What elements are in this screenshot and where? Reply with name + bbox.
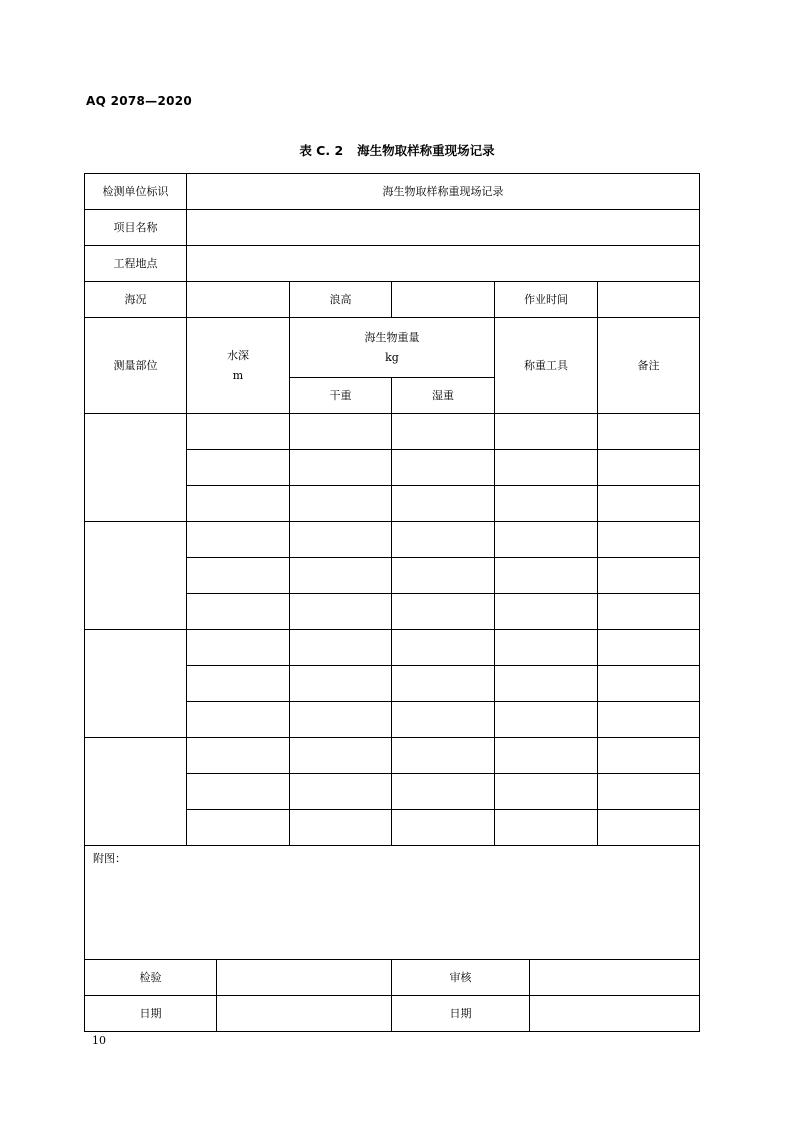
table-title-text: 海生物取样称重现场记录: [357, 143, 495, 158]
tool-cell: [495, 450, 598, 486]
depth-header: [187, 318, 290, 414]
wet-weight-cell: [392, 630, 495, 666]
location-label: 测量部位: [85, 318, 187, 414]
dry-weight-label: 干重: [290, 378, 392, 414]
table-header-row: [85, 318, 700, 378]
dry-weight-cell: [290, 810, 392, 846]
tool-cell: [495, 522, 598, 558]
remark-cell: [598, 594, 700, 630]
depth-cell: [187, 450, 290, 486]
dry-weight-cell: [290, 414, 392, 450]
time-label: 作业时间: [495, 282, 598, 318]
tool-cell: [495, 414, 598, 450]
depth-cell: [187, 738, 290, 774]
signature-row: [85, 960, 700, 996]
tool-cell: [495, 558, 598, 594]
weight-header: [290, 318, 495, 378]
wet-weight-cell: [392, 702, 495, 738]
dry-weight-cell: [290, 774, 392, 810]
review-date-cell: [530, 996, 700, 1032]
dry-weight-cell: [290, 522, 392, 558]
wet-weight-cell: [392, 558, 495, 594]
depth-unit: m: [232, 368, 244, 382]
wet-weight-cell: [392, 666, 495, 702]
attachment-row: [85, 846, 700, 960]
remark-cell: [598, 630, 700, 666]
table-row: [85, 630, 700, 666]
remark-cell: [598, 666, 700, 702]
unit-label: 检测单位标识: [85, 174, 187, 210]
remark-cell: [598, 486, 700, 522]
table-row: [85, 174, 700, 210]
wet-weight-cell: [392, 774, 495, 810]
site-label: 工程地点: [85, 246, 187, 282]
review-date-label: 日期: [392, 996, 530, 1032]
dry-weight-cell: [290, 594, 392, 630]
remark-cell: [598, 810, 700, 846]
remark-cell: [598, 702, 700, 738]
project-label: 项目名称: [85, 210, 187, 246]
sea-state-label: 海况: [85, 282, 187, 318]
table-row: [85, 414, 700, 450]
tool-cell: [495, 666, 598, 702]
location-cell: [85, 522, 187, 630]
table-row: [85, 210, 700, 246]
wet-weight-cell: [392, 414, 495, 450]
dry-weight-cell: [290, 558, 392, 594]
wave-label: 浪高: [290, 282, 392, 318]
depth-cell: [187, 810, 290, 846]
remark-cell: [598, 450, 700, 486]
wet-weight-label: 湿重: [392, 378, 495, 414]
wet-weight-cell: [392, 450, 495, 486]
project-value-cell: [187, 210, 700, 246]
standard-code: AQ 2078—2020: [86, 94, 193, 108]
depth-cell: [187, 558, 290, 594]
dry-weight-cell: [290, 702, 392, 738]
depth-cell: [187, 594, 290, 630]
remark-label: 备注: [598, 318, 700, 414]
table-row: [85, 282, 700, 318]
table-row: [85, 522, 700, 558]
table-row: [85, 246, 700, 282]
remark-cell: [598, 738, 700, 774]
page-number: 10: [92, 1034, 106, 1047]
depth-cell: [187, 666, 290, 702]
tool-label: 称重工具: [495, 318, 598, 414]
table-row: [85, 738, 700, 774]
signature-row: [85, 996, 700, 1032]
depth-cell: [187, 774, 290, 810]
remark-cell: [598, 558, 700, 594]
remark-cell: [598, 414, 700, 450]
remark-cell: [598, 522, 700, 558]
attachment-label: 附图：: [85, 846, 700, 960]
dry-weight-cell: [290, 450, 392, 486]
wet-weight-cell: [392, 486, 495, 522]
dry-weight-cell: [290, 738, 392, 774]
location-cell: [85, 738, 187, 846]
dry-weight-cell: [290, 630, 392, 666]
site-value-cell: [187, 246, 700, 282]
depth-cell: [187, 630, 290, 666]
inspect-date-cell: [217, 996, 392, 1032]
tool-cell: [495, 594, 598, 630]
unit-value: 海生物取样称重现场记录: [187, 174, 700, 210]
inspect-date-label: 日期: [85, 996, 217, 1032]
depth-cell: [187, 414, 290, 450]
tool-cell: [495, 774, 598, 810]
remark-cell: [598, 774, 700, 810]
location-cell: [85, 630, 187, 738]
record-table: [84, 173, 700, 1032]
sea-state-value-cell: [187, 282, 290, 318]
depth-cell: [187, 486, 290, 522]
location-cell: [85, 414, 187, 522]
tool-cell: [495, 630, 598, 666]
depth-cell: [187, 702, 290, 738]
inspect-label: 检验: [85, 960, 217, 996]
wet-weight-cell: [392, 738, 495, 774]
table-code: 表 C. 2: [299, 143, 344, 158]
tool-cell: [495, 738, 598, 774]
depth-cell: [187, 522, 290, 558]
weight-unit: kg: [385, 350, 399, 364]
wet-weight-cell: [392, 594, 495, 630]
tool-cell: [495, 702, 598, 738]
depth-label: 水深: [227, 349, 249, 363]
wet-weight-cell: [392, 522, 495, 558]
weight-label: 海生物重量: [364, 331, 420, 345]
inspect-value-cell: [217, 960, 392, 996]
dry-weight-cell: [290, 486, 392, 522]
review-value-cell: [530, 960, 700, 996]
time-value-cell: [598, 282, 700, 318]
wave-value-cell: [392, 282, 495, 318]
wet-weight-cell: [392, 810, 495, 846]
tool-cell: [495, 810, 598, 846]
tool-cell: [495, 486, 598, 522]
review-label: 审核: [392, 960, 530, 996]
dry-weight-cell: [290, 666, 392, 702]
table-title: [0, 141, 794, 159]
